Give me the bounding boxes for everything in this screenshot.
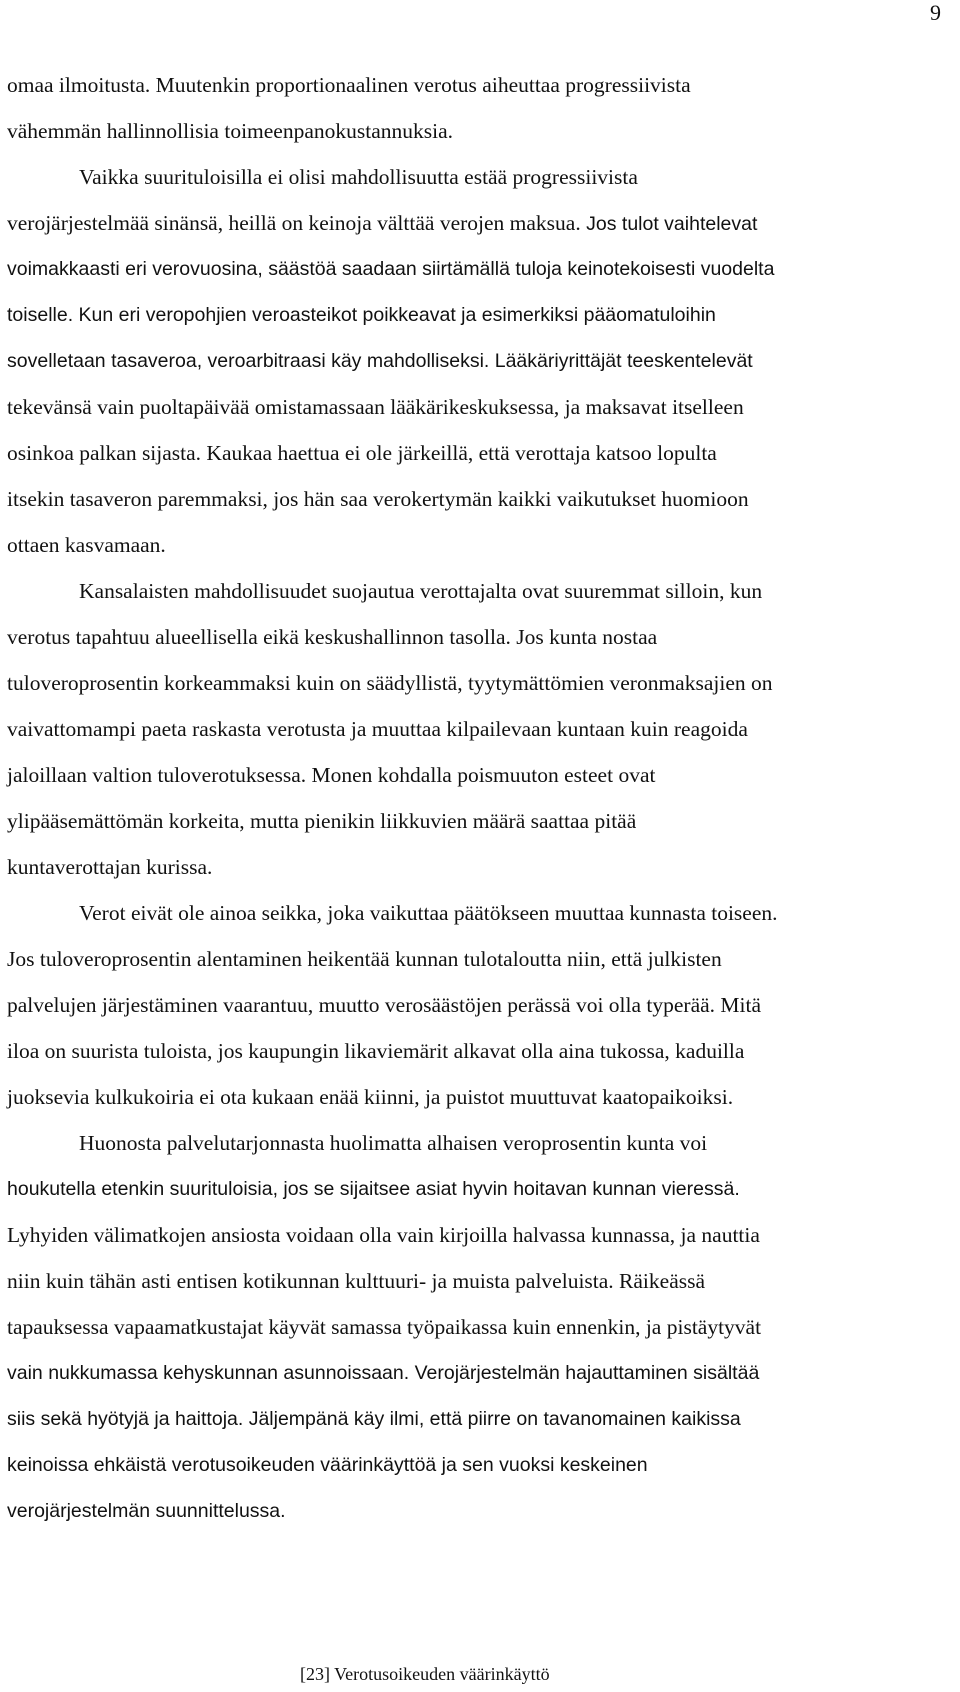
text-line: niin kuin tähän asti entisen kotikunnan kulttuuri- ja muista palveluista. Räikeässä: [7, 1269, 706, 1293]
text-line: itsekin tasaveron paremmaksi, jos hän saa verokertymän kaikki vaikutukset huomioon: [7, 487, 749, 511]
text-line: tekevänsä vain puoltapäivää omistamassaan lääkärikeskuksessa, ja maksavat itselleen: [7, 395, 744, 419]
text-line: [7, 200, 953, 246]
paragraph: [7, 62, 953, 154]
text-line: tapauksessa vapaamatkustajat käyvät samassa työpaikassa kuin ennenkin, ja pistäytyvät: [7, 1315, 762, 1339]
page-footer: [23] Verotusoikeuden väärinkäyttö: [300, 1664, 550, 1684]
text-line: ylipääsemättömän korkeita, mutta pienikin liikkuvien määrä saattaa pitää: [7, 809, 637, 833]
text-line-part: verojärjestelmää sinänsä, heillä on keinoja välttää verojen maksua.: [7, 211, 581, 235]
text-line: tuloveroprosentin korkeammaksi kuin on säädyllistä, tyytymättömien veronmaksajien on: [7, 671, 773, 695]
paragraph: [7, 890, 953, 1120]
text-line: verotus tapahtuu alueellisella eikä keskushallinnon tasolla. Jos kunta nostaa: [7, 625, 658, 649]
text-line: siis sekä hyötyjä ja haittoja. Jäljempänä käy ilmi, että piirre on tavanomainen kaikissa: [7, 1408, 741, 1430]
text-line: ottaen kasvamaan.: [7, 533, 166, 557]
text-line: kuntaverottajan kurissa.: [7, 855, 213, 879]
text-line: keinoissa ehkäistä verotusoikeuden väärinkäyttöä ja sen vuoksi keskeinen: [7, 1454, 648, 1476]
paragraph: [7, 1120, 953, 1534]
text-line-part: Jos tulot vaihtelevat: [580, 213, 758, 235]
text-line: Vaikka suurituloisilla ei olisi mahdollisuutta estää progressiivista: [79, 165, 638, 189]
text-line: Jos tuloveroprosentin alentaminen heikentää kunnan tulotaloutta niin, että julkisten: [7, 947, 722, 971]
text-line: verojärjestelmän suunnittelussa.: [7, 1500, 286, 1522]
text-line: Lyhyiden välimatkojen ansiosta voidaan olla vain kirjoilla halvassa kunnassa, ja nauttia: [7, 1223, 760, 1247]
body-text: [7, 62, 953, 1534]
text-line: Kansalaisten mahdollisuudet suojautua verottajalta ovat suuremmat silloin, kun: [79, 579, 763, 603]
text-line: Verot eivät ole ainoa seikka, joka vaikuttaa päätökseen muuttaa kunnasta toiseen.: [79, 901, 778, 925]
text-line: vaivattomampi paeta raskasta verotusta ja muuttaa kilpailevaan kuntaan kuin reagoida: [7, 717, 748, 741]
text-line: Huonosta palvelutarjonnasta huolimatta alhaisen veroprosentin kunta voi: [79, 1131, 708, 1155]
text-line: juoksevia kulkukoiria ei ota kukaan enää kiinni, ja puistot muuttuvat kaatopaikoiksi.: [7, 1085, 734, 1109]
text-line: vain nukkumassa kehyskunnan asunnoissaan. Verojärjestelmän hajauttaminen sisältää: [7, 1362, 760, 1384]
text-line: houkutella etenkin suurituloisia, jos se sijaitsee asiat hyvin hoitavan kunnan vieressä.: [7, 1178, 740, 1200]
text-line: palvelujen järjestäminen vaarantuu, muutto verosäästöjen perässä voi olla typerää. Mitä: [7, 993, 762, 1017]
text-line: jaloillaan valtion tuloverotuksessa. Monen kohdalla poismuuton esteet ovat: [7, 763, 656, 787]
page-number: 9: [930, 0, 941, 25]
text-line: osinkoa palkan sijasta. Kaukaa haettua ei ole järkeillä, että verottaja katsoo lopulta: [7, 441, 717, 465]
text-line: voimakkaasti eri verovuosina, säästöä saadaan siirtämällä tuloja keinotekoisesti vuodelta: [7, 258, 775, 280]
text-line: vähemmän hallinnollisia toimeenpanokustannuksia.: [7, 119, 454, 143]
paragraph: [7, 154, 953, 568]
paragraph: [7, 568, 953, 890]
text-line: iloa on suurista tuloista, jos kaupungin likaviemärit alkavat olla aina tukossa, kaduilla: [7, 1039, 745, 1063]
text-line: sovelletaan tasaveroa, veroarbitraasi käy mahdolliseksi. Lääkäriyrittäjät teeskentelevät: [7, 350, 753, 372]
text-line: omaa ilmoitusta. Muutenkin proportionaalinen verotus aiheuttaa progressiivista: [7, 73, 691, 97]
text-line: toiselle. Kun eri veropohjien veroasteikot poikkeavat ja esimerkiksi pääomatuloihin: [7, 304, 716, 326]
